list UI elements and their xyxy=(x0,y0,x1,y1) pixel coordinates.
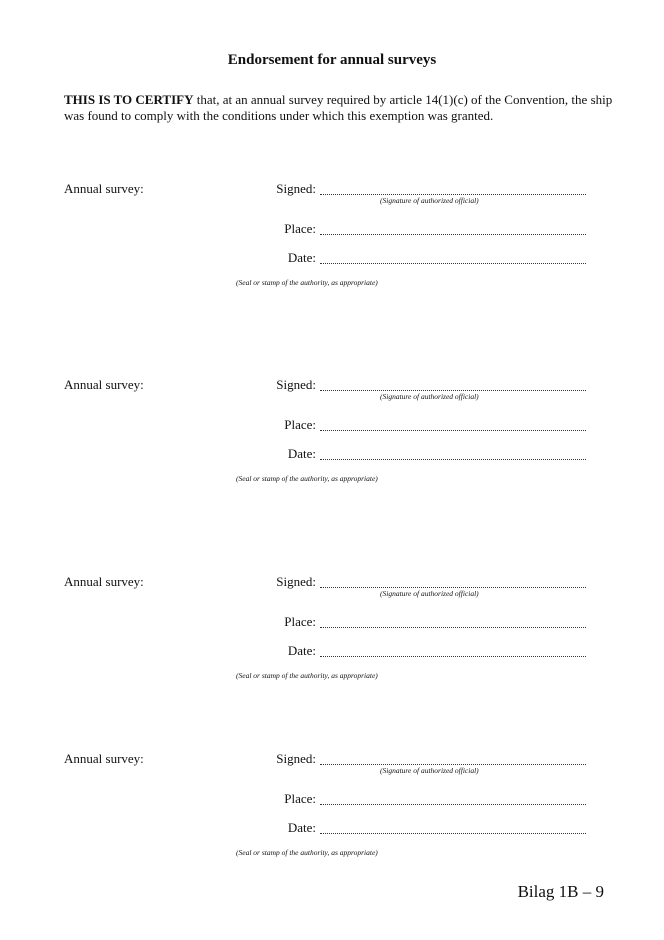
signature-line[interactable] xyxy=(320,388,586,391)
date-label: Date: xyxy=(287,643,316,658)
signature-caption: (Signature of authorized official) xyxy=(380,392,479,401)
annual-survey-block-1 xyxy=(0,181,664,301)
date-line[interactable] xyxy=(320,261,586,264)
place-line[interactable] xyxy=(320,802,586,805)
seal-caption: (Seal or stamp of the authority, as appropriate) xyxy=(236,278,378,287)
place-label: Place: xyxy=(284,614,316,629)
signed-label: Signed: xyxy=(276,377,316,392)
date-line[interactable] xyxy=(320,654,586,657)
page-title: Endorsement for annual surveys xyxy=(227,52,437,68)
date-line[interactable] xyxy=(320,457,586,460)
annual-survey-block-4 xyxy=(0,751,664,871)
date-label: Date: xyxy=(287,820,316,835)
seal-caption: (Seal or stamp of the authority, as appropriate) xyxy=(236,671,378,680)
place-label: Place: xyxy=(284,417,316,432)
annual-survey-label: Annual survey: xyxy=(64,574,144,589)
annual-survey-label: Annual survey: xyxy=(64,751,144,766)
page-footer: Bilag 1B – 9 xyxy=(517,882,604,901)
certify-lead: THIS IS TO CERTIFY xyxy=(64,92,194,107)
place-label: Place: xyxy=(284,221,316,236)
signature-line[interactable] xyxy=(320,192,586,195)
signature-caption: (Signature of authorized official) xyxy=(380,766,479,775)
signature-caption: (Signature of authorized official) xyxy=(380,196,479,205)
date-label: Date: xyxy=(287,250,316,265)
certification-statement xyxy=(64,92,624,124)
signed-label: Signed: xyxy=(276,181,316,196)
annual-survey-label: Annual survey: xyxy=(64,181,144,196)
seal-caption: (Seal or stamp of the authority, as appropriate) xyxy=(236,848,378,857)
date-line[interactable] xyxy=(320,831,586,834)
place-line[interactable] xyxy=(320,625,586,628)
place-label: Place: xyxy=(284,791,316,806)
signed-label: Signed: xyxy=(276,574,316,589)
signature-line[interactable] xyxy=(320,762,586,765)
annual-survey-block-2 xyxy=(0,377,664,497)
certify-text: that, at an annual survey required by article 14(1)(c) of the Convention, the ship was found to comply with the conditions under which this exemption was granted. xyxy=(64,92,613,123)
place-line[interactable] xyxy=(320,428,586,431)
place-line[interactable] xyxy=(320,232,586,235)
seal-caption: (Seal or stamp of the authority, as appropriate) xyxy=(236,474,378,483)
signature-line[interactable] xyxy=(320,585,586,588)
annual-survey-label: Annual survey: xyxy=(64,377,144,392)
signed-label: Signed: xyxy=(276,751,316,766)
annual-survey-block-3 xyxy=(0,574,664,694)
signature-caption: (Signature of authorized official) xyxy=(380,589,479,598)
date-label: Date: xyxy=(287,446,316,461)
